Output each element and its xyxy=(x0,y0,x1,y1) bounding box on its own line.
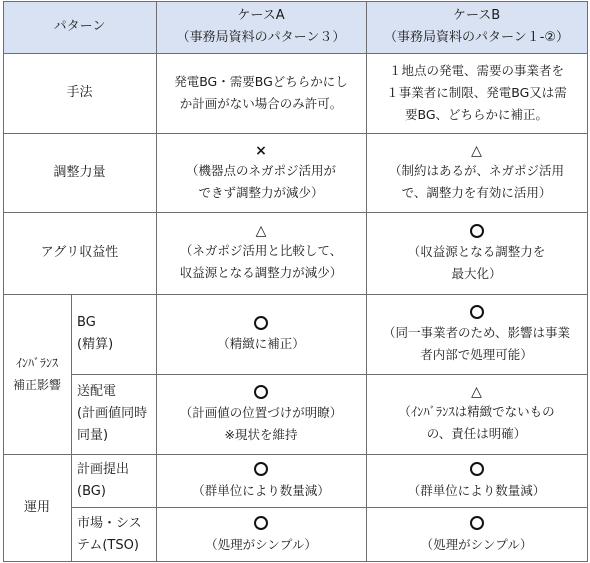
operation-group-label-cell xyxy=(3,454,71,562)
imbalance-bg-case-b-line-2: 者内部で処理可能） xyxy=(420,347,533,362)
circle-mark-icon xyxy=(470,302,484,322)
adjust-case-a-cell xyxy=(156,133,366,212)
method-label: 手法 xyxy=(66,85,93,100)
operation-market-case-b-cell xyxy=(366,507,587,562)
imbalance-bg-case-b-line-1: （同一事業者のため、影響は事業 xyxy=(382,325,570,340)
adjust-label: 調整力量 xyxy=(53,164,106,180)
operation-market-label-line-1: 市場・シス xyxy=(77,515,142,531)
table-rule xyxy=(3,53,588,54)
imbalance-bg-case-b-cell xyxy=(366,294,587,374)
imbalance-group-label-line-1: ｲﾝﾊﾞﾗﾝｽ xyxy=(15,356,58,370)
operation-plan-case-a-cell xyxy=(156,454,366,507)
table-border-bottom xyxy=(3,561,588,562)
imbalance-transmission-case-b-line-2: の、責任は明確） xyxy=(426,426,527,441)
operation-market-label-line-2: テム(TSO) xyxy=(77,537,139,553)
imbalance-transmission-case-a-cell xyxy=(156,374,366,454)
header-pattern-label: パターン xyxy=(53,19,106,34)
imbalance-transmission-label-line-3: 同量) xyxy=(77,428,109,443)
operation-market-label-cell xyxy=(71,507,156,562)
table-rule xyxy=(3,133,588,134)
header-case-b-cell xyxy=(366,1,587,53)
method-case-b-cell xyxy=(366,53,587,133)
cross-mark-icon: × xyxy=(255,142,267,159)
table-rule xyxy=(71,507,588,508)
table-rule xyxy=(71,294,72,562)
header-case-b-title: ケースB xyxy=(452,8,501,23)
agri-case-a-line-1: （ネガポジ活用と比較して、 xyxy=(179,243,343,258)
table-rule xyxy=(156,1,157,562)
imbalance-bg-case-a-cell xyxy=(156,294,366,374)
method-case-b-line-3: 要BG、どちらかに補正。 xyxy=(404,107,549,122)
table-border-top xyxy=(3,1,588,2)
agri-label: アグリ収益性 xyxy=(40,245,119,260)
header-case-a-cell xyxy=(156,1,366,53)
agri-case-b-line-2: 最大化） xyxy=(451,266,502,281)
triangle-mark-icon: △ xyxy=(471,384,482,400)
operation-market-case-a-cell xyxy=(156,507,366,562)
table-rule xyxy=(366,1,367,562)
header-case-a-subtitle: （事務局資料のパターン３） xyxy=(176,30,346,45)
operation-plan-label-cell xyxy=(71,454,156,507)
imbalance-group-label-cell xyxy=(3,294,71,454)
agri-label-cell xyxy=(3,212,156,294)
adjust-case-b-line-1: （制約はあるが、ネガポジ活用 xyxy=(388,162,564,178)
adjust-label-cell xyxy=(3,133,156,212)
circle-mark-icon xyxy=(254,514,268,534)
imbalance-transmission-case-b-cell xyxy=(366,374,587,454)
operation-market-case-a-line-1: （処理がシンプル） xyxy=(205,536,317,552)
imbalance-bg-label-cell xyxy=(71,294,156,374)
adjust-case-b-cell xyxy=(366,133,587,212)
header-pattern-cell xyxy=(3,1,156,53)
agri-case-b-cell xyxy=(366,212,587,294)
circle-mark-icon xyxy=(254,460,268,480)
operation-market-case-b-line-1: （処理がシンプル） xyxy=(420,536,533,552)
circle-mark-icon xyxy=(254,382,268,402)
header-case-b-subtitle: （事務局資料のパターン１-②） xyxy=(383,30,570,45)
operation-plan-case-b-line-1: （群単位により数量減） xyxy=(407,482,546,498)
table-rule xyxy=(71,374,588,375)
method-case-b-line-1: １地点の発電、需要の事業者を xyxy=(388,63,564,78)
imbalance-bg-label-line-2: (精算) xyxy=(77,337,114,352)
operation-plan-case-a-line-1: （群単位により数量減） xyxy=(192,482,330,498)
circle-mark-icon xyxy=(470,514,484,534)
imbalance-group-label-line-2: 補正影響 xyxy=(12,378,61,392)
imbalance-transmission-label-line-1: 送配電 xyxy=(77,384,117,399)
table-border-left xyxy=(3,1,4,562)
triangle-mark-icon: △ xyxy=(255,223,267,239)
agri-case-a-line-2: 収益源となる調整力が減少） xyxy=(179,265,343,280)
imbalance-transmission-case-b-line-1: （ｲﾝﾊﾞﾗﾝｽは精緻でないもの xyxy=(398,404,555,419)
table-border-right xyxy=(587,1,588,562)
agri-case-a-cell xyxy=(156,212,366,294)
imbalance-bg-case-a-line-1: （精緻に補正） xyxy=(217,336,305,351)
adjust-case-b-line-2: で、調整力を有効に活用） xyxy=(401,184,552,200)
triangle-mark-icon: △ xyxy=(471,142,482,159)
circle-mark-icon xyxy=(470,460,484,480)
imbalance-transmission-label-line-2: (計画値同時 xyxy=(77,406,148,421)
imbalance-transmission-label-cell xyxy=(71,374,156,454)
circle-mark-icon xyxy=(470,221,484,241)
operation-group-label: 運用 xyxy=(23,500,50,515)
header-case-a-title: ケースA xyxy=(237,8,285,23)
imbalance-bg-label-line-1: BG xyxy=(77,315,96,330)
table-rule xyxy=(3,294,588,295)
operation-plan-label-line-2: (BG) xyxy=(77,483,106,499)
agri-case-b-line-1: （収益源となる調整力を xyxy=(407,244,546,259)
operation-plan-case-b-cell xyxy=(366,454,587,507)
operation-plan-label-line-1: 計画提出 xyxy=(77,461,130,477)
imbalance-transmission-case-a-line-1: （計画値の位置づけが明瞭） xyxy=(179,405,343,420)
table-rule xyxy=(3,212,588,213)
adjust-case-a-line-1: （機器点のネガポジ活用が xyxy=(185,162,336,178)
method-case-a-line-1: 発電BG・需要BGどちらかにし xyxy=(174,74,348,89)
method-case-a-cell xyxy=(156,53,366,133)
adjust-case-a-line-2: できず調整力が減少） xyxy=(198,184,324,200)
table-rule xyxy=(3,454,588,455)
circle-mark-icon xyxy=(254,313,268,333)
method-label-cell xyxy=(3,53,156,133)
method-case-b-line-2: １事業者に制限、発電BG又は需 xyxy=(386,85,567,100)
imbalance-transmission-case-a-line-2: ※現状を維持 xyxy=(224,427,298,442)
method-case-a-line-2: か計画がない場合のみ許可。 xyxy=(179,96,343,111)
